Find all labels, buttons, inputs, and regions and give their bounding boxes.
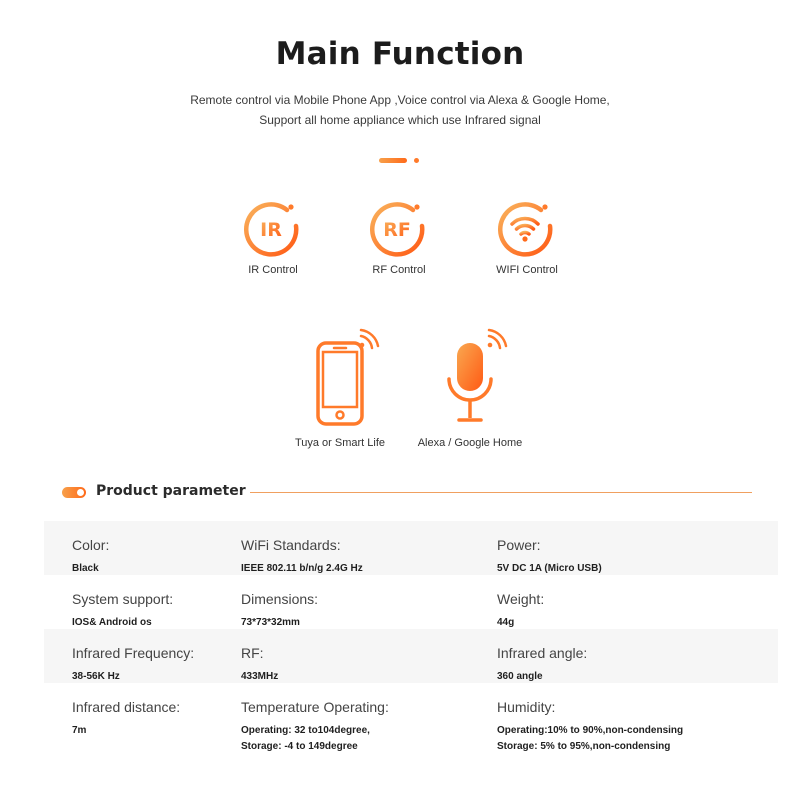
param-cell <box>44 575 241 629</box>
microphone-icon <box>425 324 515 432</box>
param-cell <box>497 521 778 575</box>
subtitle-line-2: Support all home appliance which use Infrared signal <box>259 113 541 127</box>
smartphone-icon <box>295 324 385 432</box>
table-row <box>44 629 778 683</box>
page-subtitle <box>0 90 800 130</box>
table-row <box>44 575 778 629</box>
ir-icon <box>243 198 303 258</box>
param-cell <box>241 683 497 752</box>
param-cell <box>497 575 778 629</box>
param-value: IEEE 802.11 b/n/g 2.4G Hz <box>241 563 363 574</box>
param-label: Power: <box>497 537 541 553</box>
param-value-line-2: Storage: -4 to 149degree <box>241 741 358 752</box>
param-value: 73*73*32mm <box>241 617 300 628</box>
param-value-line-1: Operating: 32 to104degree, <box>241 725 370 736</box>
ir-badge-text: IR <box>260 219 282 241</box>
param-value: 360 angle <box>497 671 543 682</box>
param-cell <box>44 683 241 747</box>
toggle-pill-icon <box>62 487 86 498</box>
param-cell <box>241 575 497 629</box>
function-ir-control <box>218 198 328 276</box>
section-divider <box>250 492 752 493</box>
param-value <box>241 723 497 755</box>
param-value-line-2: Storage: 5% to 95%,non-condensing <box>497 741 671 752</box>
param-value <box>497 723 778 755</box>
param-label: Dimensions: <box>241 591 319 607</box>
wifi-icon <box>497 198 557 258</box>
param-value: 7m <box>72 725 87 736</box>
param-cell <box>497 683 778 752</box>
param-label: Humidity: <box>497 699 556 715</box>
function-rf-control <box>344 198 454 276</box>
ir-control-label: IR Control <box>248 264 298 276</box>
param-label: Color: <box>72 537 110 553</box>
param-value: Black <box>72 563 99 574</box>
page-title: Main Function <box>275 36 525 72</box>
param-label: Temperature Operating: <box>241 699 389 715</box>
param-label: Weight: <box>497 591 545 607</box>
function-wifi-control <box>472 198 582 276</box>
table-row <box>44 521 778 575</box>
rf-icon <box>369 198 429 258</box>
parameter-table <box>44 521 778 752</box>
param-label: Infrared Frequency: <box>72 645 195 661</box>
param-value-line-1: Operating:10% to 90%,non-condensing <box>497 725 684 736</box>
voice-alexa-google-home <box>400 324 540 449</box>
app-label: Tuya or Smart Life <box>294 437 386 449</box>
param-cell <box>241 521 497 575</box>
param-cell <box>497 629 778 683</box>
section-title: Product parameter <box>96 483 246 499</box>
param-value: IOS& Android os <box>72 617 152 628</box>
app-tuya-smart-life <box>270 324 410 449</box>
subtitle-line-1: Remote control via Mobile Phone App ,Voice control via Alexa & Google Home, <box>190 93 610 107</box>
param-value: 44g <box>497 617 515 628</box>
param-label: System support: <box>72 591 174 607</box>
wifi-control-label: WIFI Control <box>496 264 558 276</box>
param-label: Infrared angle: <box>497 645 588 661</box>
table-row <box>44 683 778 752</box>
param-label: WiFi Standards: <box>241 537 341 553</box>
title-divider <box>379 158 407 163</box>
param-value: 38-56K Hz <box>72 671 120 682</box>
param-value: 5V DC 1A (Micro USB) <box>497 563 602 574</box>
param-label: RF: <box>241 645 264 661</box>
param-label: Infrared distance: <box>72 699 181 715</box>
param-value: 433MHz <box>241 671 279 682</box>
voice-label: Alexa / Google Home <box>417 437 523 449</box>
product-parameter-header <box>62 482 752 502</box>
title-divider-dot <box>414 158 419 163</box>
param-cell <box>44 629 241 683</box>
param-cell <box>241 629 497 683</box>
rf-badge-text: RF <box>383 219 411 241</box>
rf-control-label: RF Control <box>372 264 426 276</box>
param-cell <box>44 521 241 575</box>
